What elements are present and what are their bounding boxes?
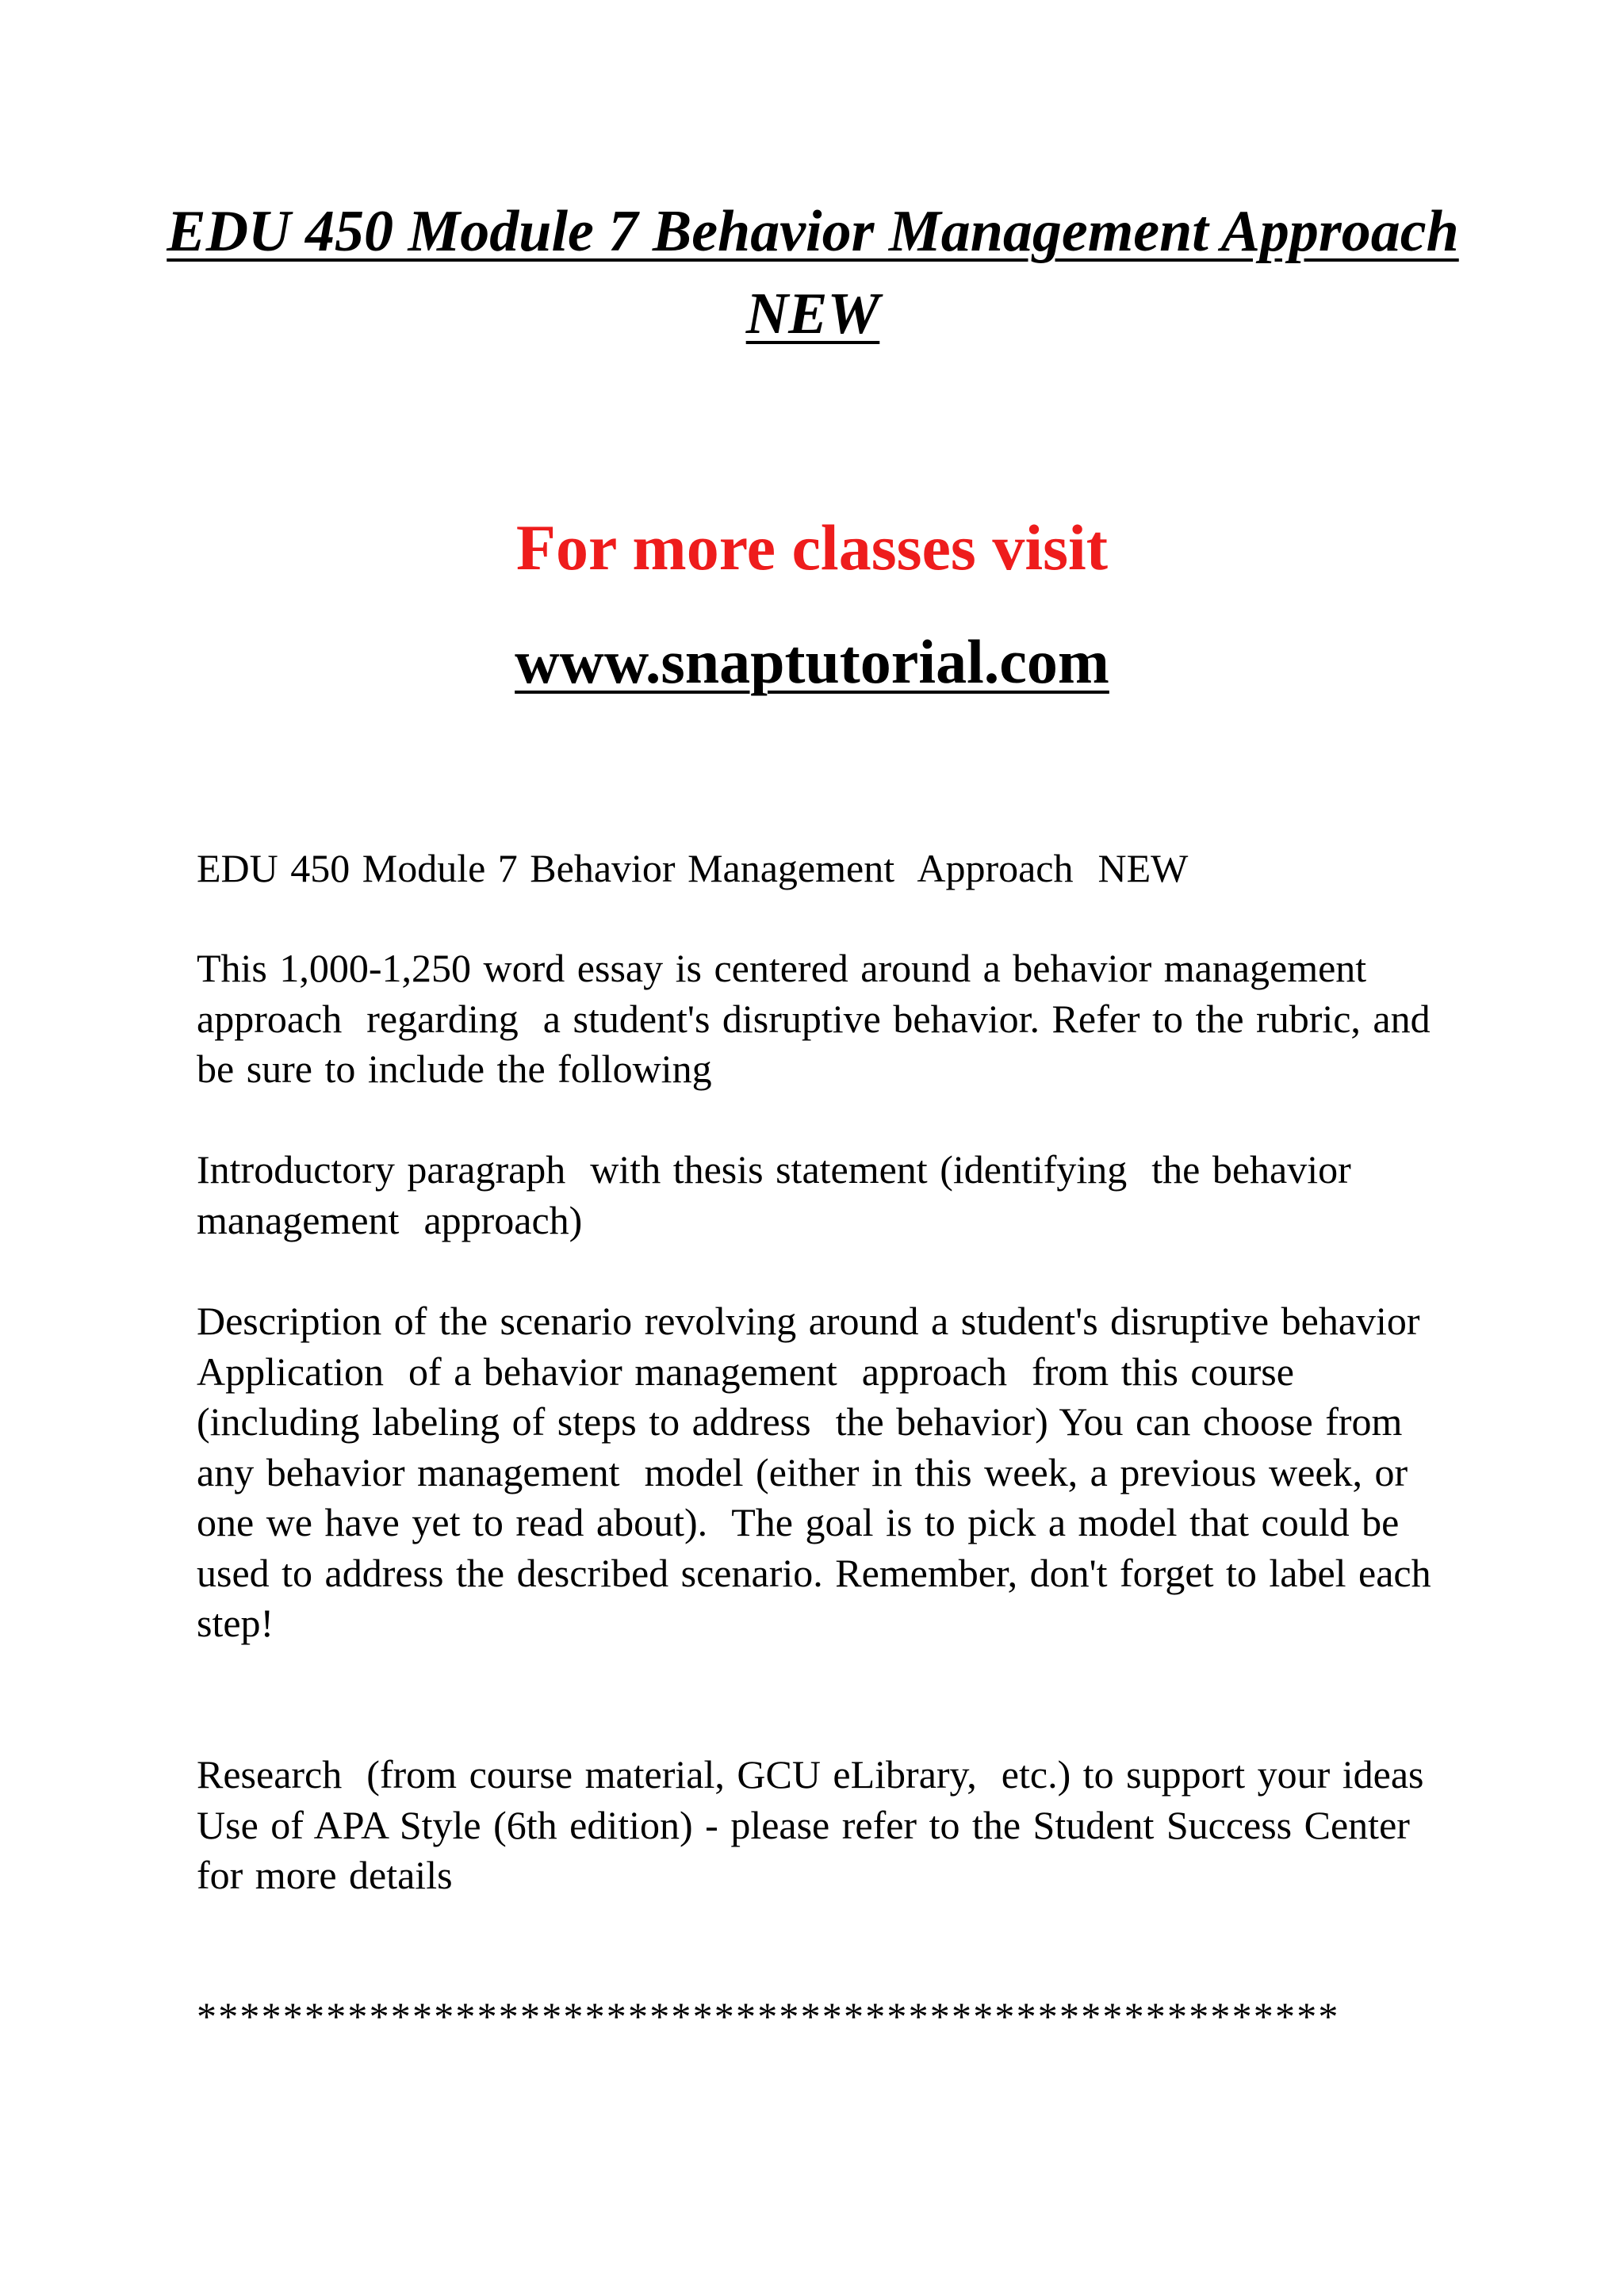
paragraph-requirement-scenario: Description of the scenario revolving around a student's disruptive behavior Application of a behavior management approach from this course (including labeling of steps to address the behavior) You can choose from any behavior management model (either in this week, a previous week, or one we have yet to read about). The goal is to pick a model that could be used to address the described scenario. Remember, don't forget to label each step! bbox=[197, 1299, 1431, 1645]
promo-url-link[interactable]: www.snaptutorial.com bbox=[515, 627, 1109, 696]
paragraph-requirement-intro: Introductory paragraph with thesis statement (identifying the behavior management approach) bbox=[197, 1147, 1364, 1242]
document-title: EDU 450 Module 7 Behavior Management Approach NEW bbox=[167, 199, 1459, 346]
document-subtitle: EDU 450 Module 7 Behavior Management Approach NEW bbox=[197, 846, 1189, 890]
paragraph-intro: This 1,000-1,250 word essay is centered around a behavior management approach regarding a student's disruptive behavior. Refer to the rubric, and be sure to include the following bbox=[197, 946, 1443, 1091]
promo-text: For more classes visit bbox=[515, 511, 1109, 584]
paragraph-requirement-research: Research (from course material, GCU eLibrary, etc.) to support your ideas Use of APA Style (6th edition) - please refer to the Student Success Center for more details bbox=[197, 1752, 1424, 1897]
separator-line: ***************************************************** bbox=[197, 1994, 1340, 2038]
